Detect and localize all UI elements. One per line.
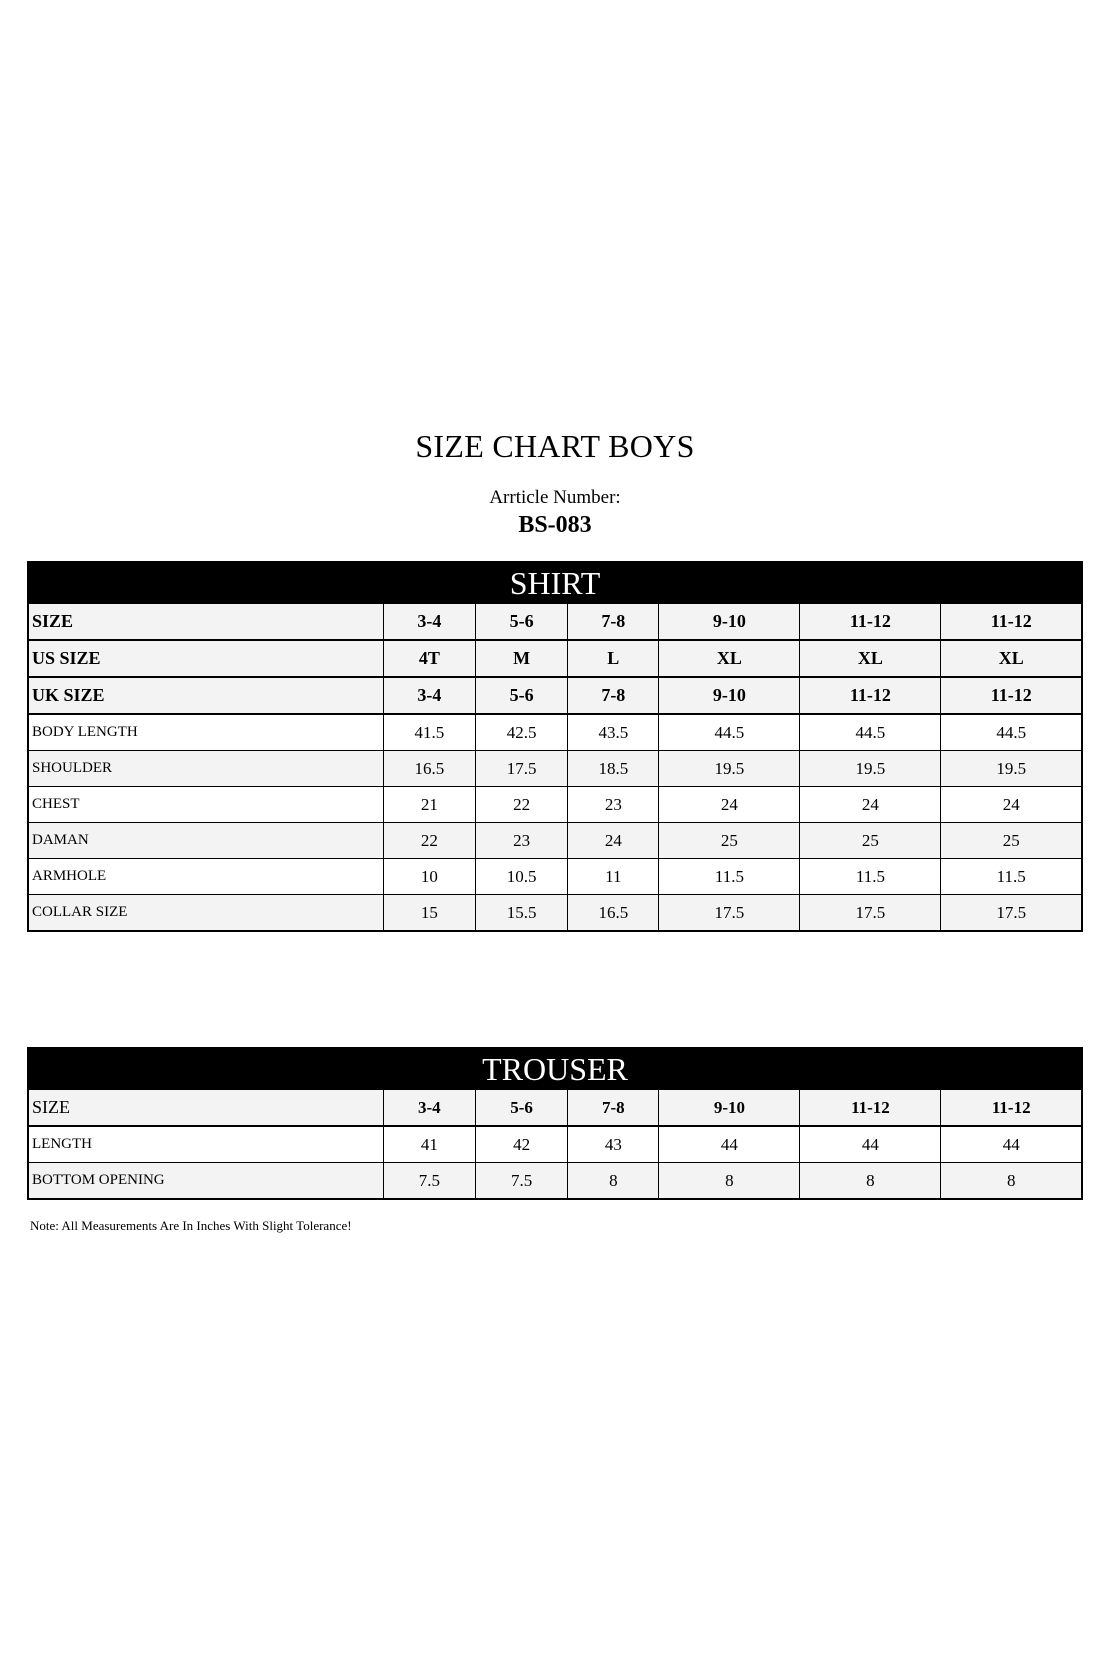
table-row <box>28 787 1082 823</box>
table-cell: L <box>568 640 659 677</box>
table-cell: 11-12 <box>800 603 941 640</box>
table-cell: 18.5 <box>568 751 659 787</box>
table-cell: 24 <box>659 787 800 823</box>
table-cell: 16.5 <box>568 895 659 932</box>
table-cell: 3-4 <box>383 1089 475 1126</box>
row-label: LENGTH <box>28 1126 383 1163</box>
table-row <box>28 751 1082 787</box>
trouser-section <box>27 1047 1083 1200</box>
table-cell: 5-6 <box>475 603 567 640</box>
table-cell: 7-8 <box>568 603 659 640</box>
table-cell: 43 <box>568 1126 659 1163</box>
table-cell: 11.5 <box>941 859 1082 895</box>
table-cell: 25 <box>941 823 1082 859</box>
table-cell: 11-12 <box>941 677 1082 714</box>
shirt-header-row <box>28 640 1082 677</box>
table-cell: 24 <box>568 823 659 859</box>
table-cell: 16.5 <box>383 751 475 787</box>
table-cell: XL <box>800 640 941 677</box>
table-cell: 41 <box>383 1126 475 1163</box>
table-row <box>28 1126 1082 1163</box>
table-cell: 44.5 <box>941 714 1082 751</box>
row-label: SIZE <box>28 1089 383 1126</box>
row-label: CHEST <box>28 787 383 823</box>
table-cell: M <box>475 640 567 677</box>
shirt-header-row <box>28 603 1082 640</box>
table-cell: 17.5 <box>941 895 1082 932</box>
table-cell: 24 <box>800 787 941 823</box>
table-cell: 23 <box>568 787 659 823</box>
trouser-banner: TROUSER <box>27 1047 1083 1088</box>
table-cell: 11.5 <box>659 859 800 895</box>
trouser-size-table <box>27 1088 1083 1200</box>
table-cell: 19.5 <box>941 751 1082 787</box>
table-row <box>28 895 1082 932</box>
trouser-header-row <box>28 1089 1082 1126</box>
table-cell: 43.5 <box>568 714 659 751</box>
row-label: BODY LENGTH <box>28 714 383 751</box>
row-label: SIZE <box>28 603 383 640</box>
table-cell: 25 <box>659 823 800 859</box>
table-cell: 22 <box>475 787 567 823</box>
table-cell: 41.5 <box>383 714 475 751</box>
shirt-section <box>27 561 1083 932</box>
table-cell: 7.5 <box>475 1163 567 1200</box>
table-cell: 11 <box>568 859 659 895</box>
row-label: COLLAR SIZE <box>28 895 383 932</box>
table-cell: XL <box>941 640 1082 677</box>
table-cell: 17.5 <box>475 751 567 787</box>
table-cell: 4T <box>383 640 475 677</box>
row-label: UK SIZE <box>28 677 383 714</box>
table-cell: 23 <box>475 823 567 859</box>
table-cell: 7-8 <box>568 1089 659 1126</box>
table-cell: 10.5 <box>475 859 567 895</box>
table-row <box>28 1163 1082 1200</box>
table-cell: XL <box>659 640 800 677</box>
table-cell: 44 <box>800 1126 941 1163</box>
table-cell: 17.5 <box>800 895 941 932</box>
table-cell: 5-6 <box>475 1089 567 1126</box>
table-cell: 8 <box>800 1163 941 1200</box>
table-cell: 42 <box>475 1126 567 1163</box>
table-cell: 11-12 <box>941 603 1082 640</box>
table-cell: 15.5 <box>475 895 567 932</box>
table-cell: 25 <box>800 823 941 859</box>
table-cell: 21 <box>383 787 475 823</box>
row-label: SHOULDER <box>28 751 383 787</box>
table-cell: 11-12 <box>941 1089 1082 1126</box>
table-cell: 11.5 <box>800 859 941 895</box>
table-cell: 8 <box>568 1163 659 1200</box>
table-row <box>28 714 1082 751</box>
row-label: BOTTOM OPENING <box>28 1163 383 1200</box>
table-cell: 19.5 <box>800 751 941 787</box>
table-cell: 44.5 <box>659 714 800 751</box>
row-label: ARMHOLE <box>28 859 383 895</box>
shirt-header-row <box>28 677 1082 714</box>
page-title: SIZE CHART BOYS <box>415 428 695 464</box>
table-cell: 3-4 <box>383 677 475 714</box>
table-cell: 11-12 <box>800 1089 941 1126</box>
table-cell: 17.5 <box>659 895 800 932</box>
row-label: DAMAN <box>28 823 383 859</box>
table-cell: 44.5 <box>800 714 941 751</box>
table-cell: 9-10 <box>659 603 800 640</box>
shirt-size-table <box>27 602 1083 932</box>
table-cell: 3-4 <box>383 603 475 640</box>
table-row <box>28 823 1082 859</box>
measurement-note: Note: All Measurements Are In Inches With Slight Tolerance! <box>30 1218 352 1233</box>
table-cell: 44 <box>941 1126 1082 1163</box>
table-cell: 7.5 <box>383 1163 475 1200</box>
table-cell: 8 <box>941 1163 1082 1200</box>
table-cell: 9-10 <box>659 1089 800 1126</box>
table-cell: 10 <box>383 859 475 895</box>
table-cell: 44 <box>659 1126 800 1163</box>
table-cell: 11-12 <box>800 677 941 714</box>
row-label: US SIZE <box>28 640 383 677</box>
article-number: BS-083 <box>518 512 592 538</box>
table-cell: 9-10 <box>659 677 800 714</box>
table-cell: 7-8 <box>568 677 659 714</box>
table-cell: 42.5 <box>475 714 567 751</box>
shirt-banner: SHIRT <box>27 561 1083 602</box>
table-cell: 19.5 <box>659 751 800 787</box>
table-cell: 5-6 <box>475 677 567 714</box>
table-cell: 24 <box>941 787 1082 823</box>
table-cell: 22 <box>383 823 475 859</box>
article-number-label: Arrticle Number: <box>489 487 621 508</box>
table-row <box>28 859 1082 895</box>
table-cell: 8 <box>659 1163 800 1200</box>
table-cell: 15 <box>383 895 475 932</box>
